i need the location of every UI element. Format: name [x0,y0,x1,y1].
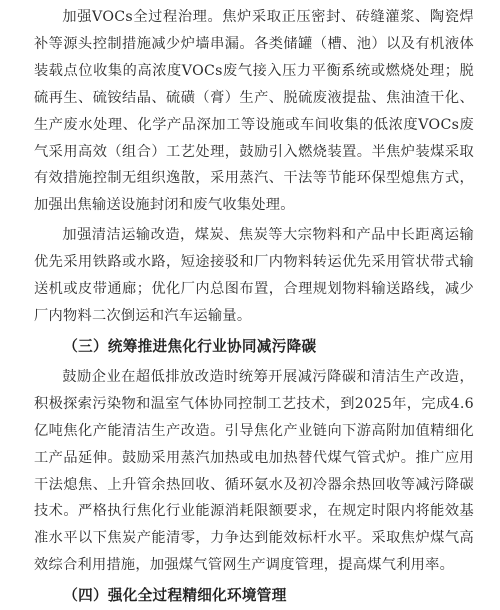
document-page [34,4,474,610]
paragraph-vocs-treatment: 加强VOCs全过程治理。焦炉采取正压密封、砖缝灌浆、陶瓷焊补等源头控制措施减少炉墙串漏。各类储罐（槽、池）以及有机液体装载点位收集的高浓度VOCs废气接入压力平衡系统或燃烧处理；脱硫再生、硫铵结晶、硫磺（膏）生产、脱硫废液提盐、焦油渣干化、生产废水处理、化学产品深加工等设施或车间收集的低浓度VOCs废气采用高效（组合）工艺处理，鼓励引入燃烧装置。半焦炉装煤采取有效措施控制无组织逸散，采用蒸汽、干法等节能环保型熄焦方式，加强出焦输送设施封闭和废气收集处理。 [34,9,474,214]
section-heading-3: （三）统筹推进焦化行业协同减污降碳 [63,337,317,355]
paragraph-pollution-carbon-reduction: 鼓励企业在超低排放改造时统筹开展减污降碳和清洁生产改造，积极探索污染物和温室气体协同控制工艺技术，到2025年，完成4.6亿吨焦化产能清洁生产改造。引导焦化产业链向下游高附加值精细化工产品延伸。鼓励采用蒸汽加热或电加热替代煤气管式炉。推广应用干法熄焦、上升管余热回收、循环氨水及初冷器余热回收等减污降碳技术。严格执行焦化行业能源消耗限额要求，在规定时限内将能效基准水平以下焦炭产能清零，力争达到能效标杆水平。采取焦炉煤气高效综合利用措施，加强煤气管网生产调度管理，提高煤气利用率。 [34,368,474,574]
paragraph-clean-transport: 加强清洁运输改造，煤炭、焦炭等大宗物料和产品中长距离运输优先采用铁路或水路，短途接驳和厂内物料转运优先采用管状带式输送机或皮带通廊；优化厂内总图布置，合理规划物料输送路线，减少厂内物料二次倒运和汽车运输量。 [34,227,474,324]
section-heading-4: （四）强化全过程精细化环境管理 [63,587,287,605]
